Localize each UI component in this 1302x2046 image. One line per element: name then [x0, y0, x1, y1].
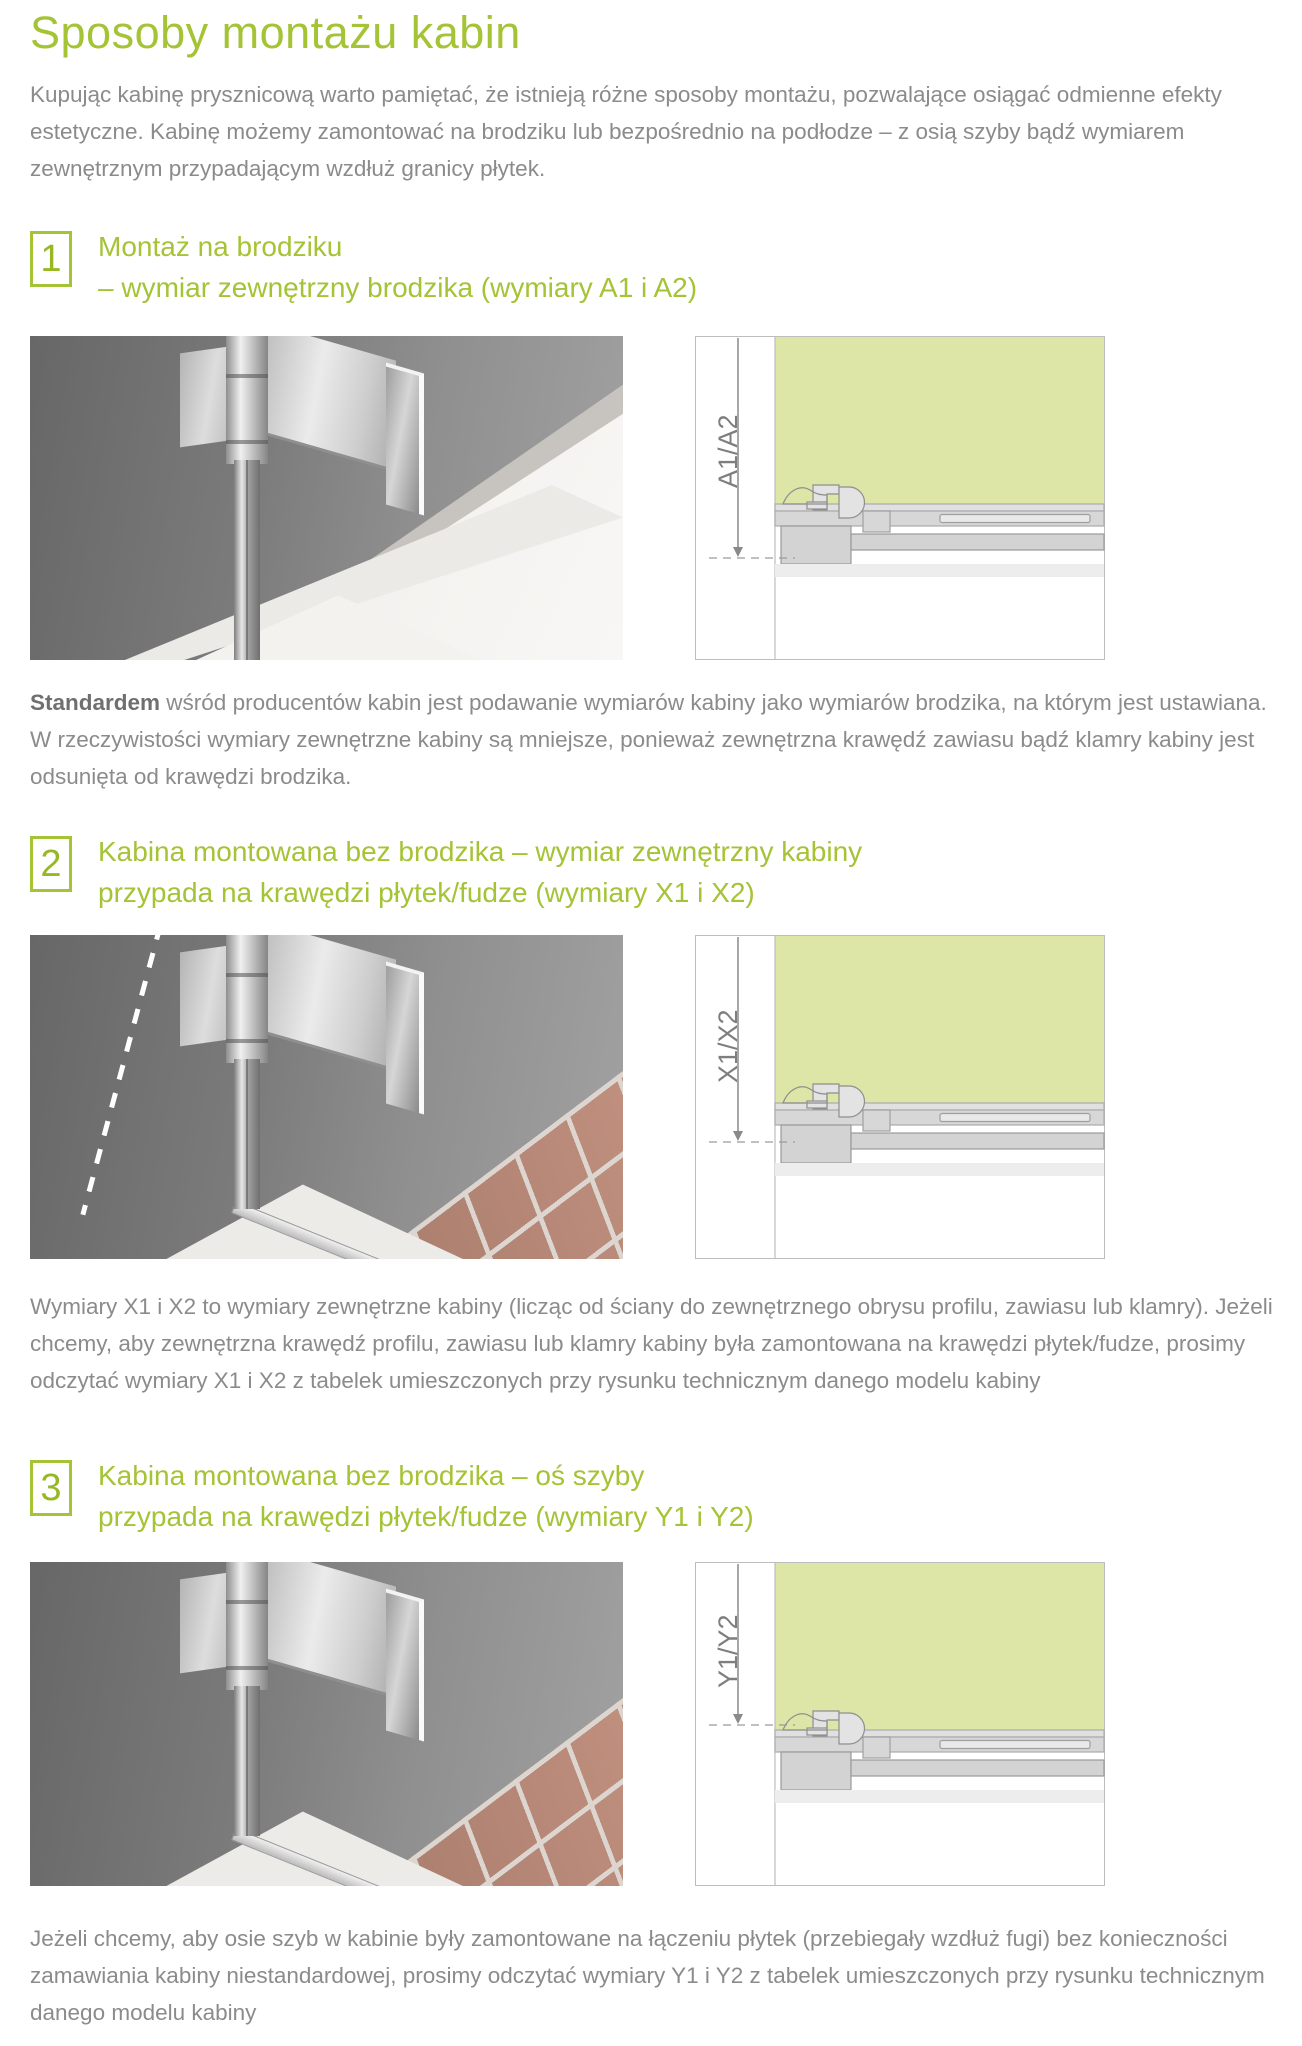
glass-edge-profile	[234, 1686, 260, 1836]
hinge-plate	[266, 336, 396, 473]
photo-hinge-on-tiles	[30, 1562, 623, 1886]
section-heading-line-2: przypada na krawędzi płytek/fudze (wymiary X1 i X2)	[98, 877, 755, 908]
hinge-wall-wing	[180, 1573, 228, 1674]
hinge-assembly	[30, 336, 623, 660]
note-paragraph-1: Standardem wśród producentów kabin jest podawanie wymiarów kabiny jako wymiarów brodzika, na którym jest ustawiana. W rzeczywistości wymiary zewnętrzne kabiny są mniejsze, ponieważ zewnętrzna krawędź zawiasu bądź klamry kabiny jest odsunięta od krawędzi brodzika.	[30, 690, 1267, 789]
hinge-plate	[266, 935, 396, 1072]
section-heading-line-1: Kabina montowana bez brodzika – wymiar zewnętrzny kabiny	[98, 836, 863, 867]
diagram-X1-X2	[695, 935, 1105, 1259]
section-2-header	[30, 836, 862, 913]
glass-panel	[775, 1563, 1104, 1730]
hinge-wall-wing	[180, 946, 228, 1047]
photo-hinge-on-shower-tray	[30, 336, 623, 660]
diagram-A1-A2	[695, 336, 1105, 660]
glass-edge-profile	[234, 460, 260, 660]
hinge-knuckle	[226, 935, 268, 1063]
hinge-end-block	[386, 363, 424, 516]
note-paragraph-3: Jeżeli chcemy, aby osie szyb w kabinie były zamontowane na łączeniu płytek (przebiegały wzdłuż fugi) bez konieczności zamawiania kabiny niestandardowej, prosimy odczytać wymiary Y1 i Y2 z tabelek umieszczonych przy rysunku technicznym danego modelu kabiny	[30, 1926, 1265, 2025]
glass-panel	[775, 936, 1104, 1103]
diagram-Y1-Y2	[695, 1562, 1105, 1886]
section-number-badge: 1	[30, 231, 72, 287]
dimension-label: X1/X2	[713, 1009, 743, 1083]
hinge-knuckle	[226, 336, 268, 464]
glass-edge-profile	[234, 1059, 260, 1209]
section-1-header	[30, 231, 697, 308]
hinge-knuckle	[226, 1562, 268, 1690]
hinge-end-block	[386, 962, 424, 1115]
hinge-plate	[266, 1562, 396, 1699]
section-heading-line-2: przypada na krawędzi płytek/fudze (wymiary Y1 i Y2)	[98, 1501, 754, 1532]
section-heading-line-2: – wymiar zewnętrzny brodzika (wymiary A1 i A2)	[98, 272, 698, 303]
section-3-header	[30, 1460, 754, 1537]
page-title: Sposoby montażu kabin	[30, 7, 521, 58]
section-heading-line-1: Montaż na brodziku	[98, 231, 343, 262]
hinge-wall-wing	[180, 347, 228, 448]
hinge-end-block	[386, 1589, 424, 1742]
section-heading-line-1: Kabina montowana bez brodzika – oś szyby	[98, 1460, 645, 1491]
glass-panel	[775, 337, 1104, 504]
photo-hinge-on-tiles-with-axis	[30, 935, 623, 1259]
note-paragraph-2: Wymiary X1 i X2 to wymiary zewnętrzne kabiny (licząc od ściany do zewnętrznego obrysu profilu, zawiasu lub klamry). Jeżeli chcemy, aby zewnętrzna krawędź profilu, zawiasu lub klamry kabiny była zamontowana na krawędzi płytek/fudze, prosimy odczytać wymiary X1 i X2 z tabelek umieszczonych przy rysunku technicznym danego modelu kabiny	[30, 1294, 1273, 1393]
section-number-badge: 3	[30, 1460, 72, 1516]
dimension-label: A1/A2	[713, 414, 743, 488]
hinge-assembly	[30, 1562, 623, 1886]
dimension-label: Y1/Y2	[713, 1614, 743, 1688]
intro-paragraph: Kupując kabinę prysznicową warto pamiętać, że istnieją różne sposoby montażu, pozwalające osiągać odmienne efekty estetyczne. Kabinę możemy zamontować na brodziku lub bezpośrednio na podłodze – z osią szyby bądź wymiarem zewnętrznym przypadającym wzdłuż granicy płytek.	[30, 82, 1222, 181]
hinge-assembly	[30, 935, 623, 1259]
section-number-badge: 2	[30, 836, 72, 892]
